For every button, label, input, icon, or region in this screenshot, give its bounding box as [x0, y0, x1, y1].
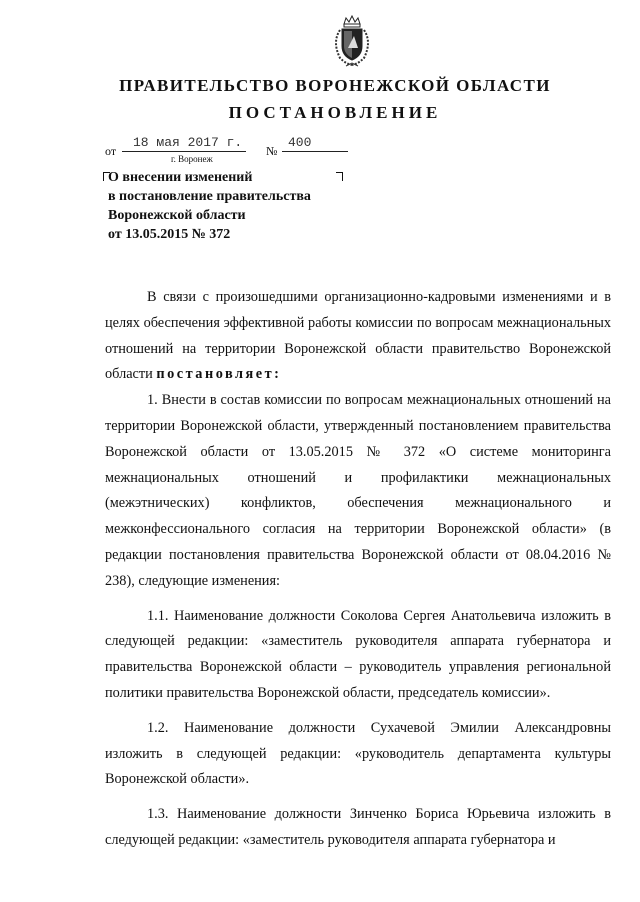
number-label: № — [266, 144, 278, 158]
document-body — [105, 285, 611, 854]
paragraph-item-1-1: 1.1. Наименование должности Соколова Сергея Анатольевича изложить в следующей редакции: «заместитель руководителя аппарата губернатора и правительства Воронежской области – руководитель управления региональной политики правительства Воронежской области, председатель комиссии». — [105, 607, 611, 701]
voronezh-coat-of-arms-icon — [328, 14, 376, 70]
city-label: г. Воронеж — [171, 154, 213, 164]
number-underline — [282, 151, 348, 152]
government-title: ПРАВИТЕЛЬСТВО ВОРОНЕЖСКОЙ ОБЛАСТИ — [119, 76, 551, 95]
preamble-text: В связи с произошедшими организационно-кадровыми изменениями и в целях обеспечения эффективной работы комиссии по вопросам межнациональных отношений на территории Воронежской области правительство Воронежской области — [105, 289, 611, 383]
subject-line: О внесении изменений — [108, 170, 253, 185]
resolution-keyword: постановляет: — [156, 366, 282, 383]
document-type-title: ПОСТАНОВЛЕНИЕ — [228, 103, 442, 122]
document-number: 400 — [288, 135, 312, 150]
subject-bracket-right — [336, 172, 343, 181]
paragraph-item-1-3: 1.3. Наименование должности Зинченко Бориса Юрьевича изложить в следующей редакции: «заместитель руководителя аппарата губернатора и — [105, 806, 611, 848]
date-underline — [122, 151, 246, 152]
paragraph-item-1-2: 1.2. Наименование должности Сухачевой Эмилии Александровны изложить в следующей редакции: «руководитель департамента культуры Воронежской области». — [105, 719, 611, 788]
subject-line: в постановление правительства — [108, 189, 311, 204]
paragraph-item-1: 1. Внести в состав комиссии по вопросам межнациональных отношений на территории Воронежской области, утвержденный постановлением правительства Воронежской области от 13.05.2015 № 372 «О системе мониторинга межнациональных отношений и профилактики межнациональных (межэтнических) конфликтов, обеспечения межнационального и межконфессионального согласия на территории Воронежской области» (в редакции постановления правительства Воронежской области от 08.04.2016 № 238), следующие изменения: — [105, 392, 611, 589]
paragraph-preamble — [105, 285, 611, 388]
document-date: 18 мая 2017 г. — [133, 135, 243, 150]
date-label: от — [105, 144, 117, 158]
subject-line: от 13.05.2015 № 372 — [108, 227, 231, 242]
subject-line: Воронежской области — [108, 208, 246, 223]
document-subject — [108, 168, 311, 244]
